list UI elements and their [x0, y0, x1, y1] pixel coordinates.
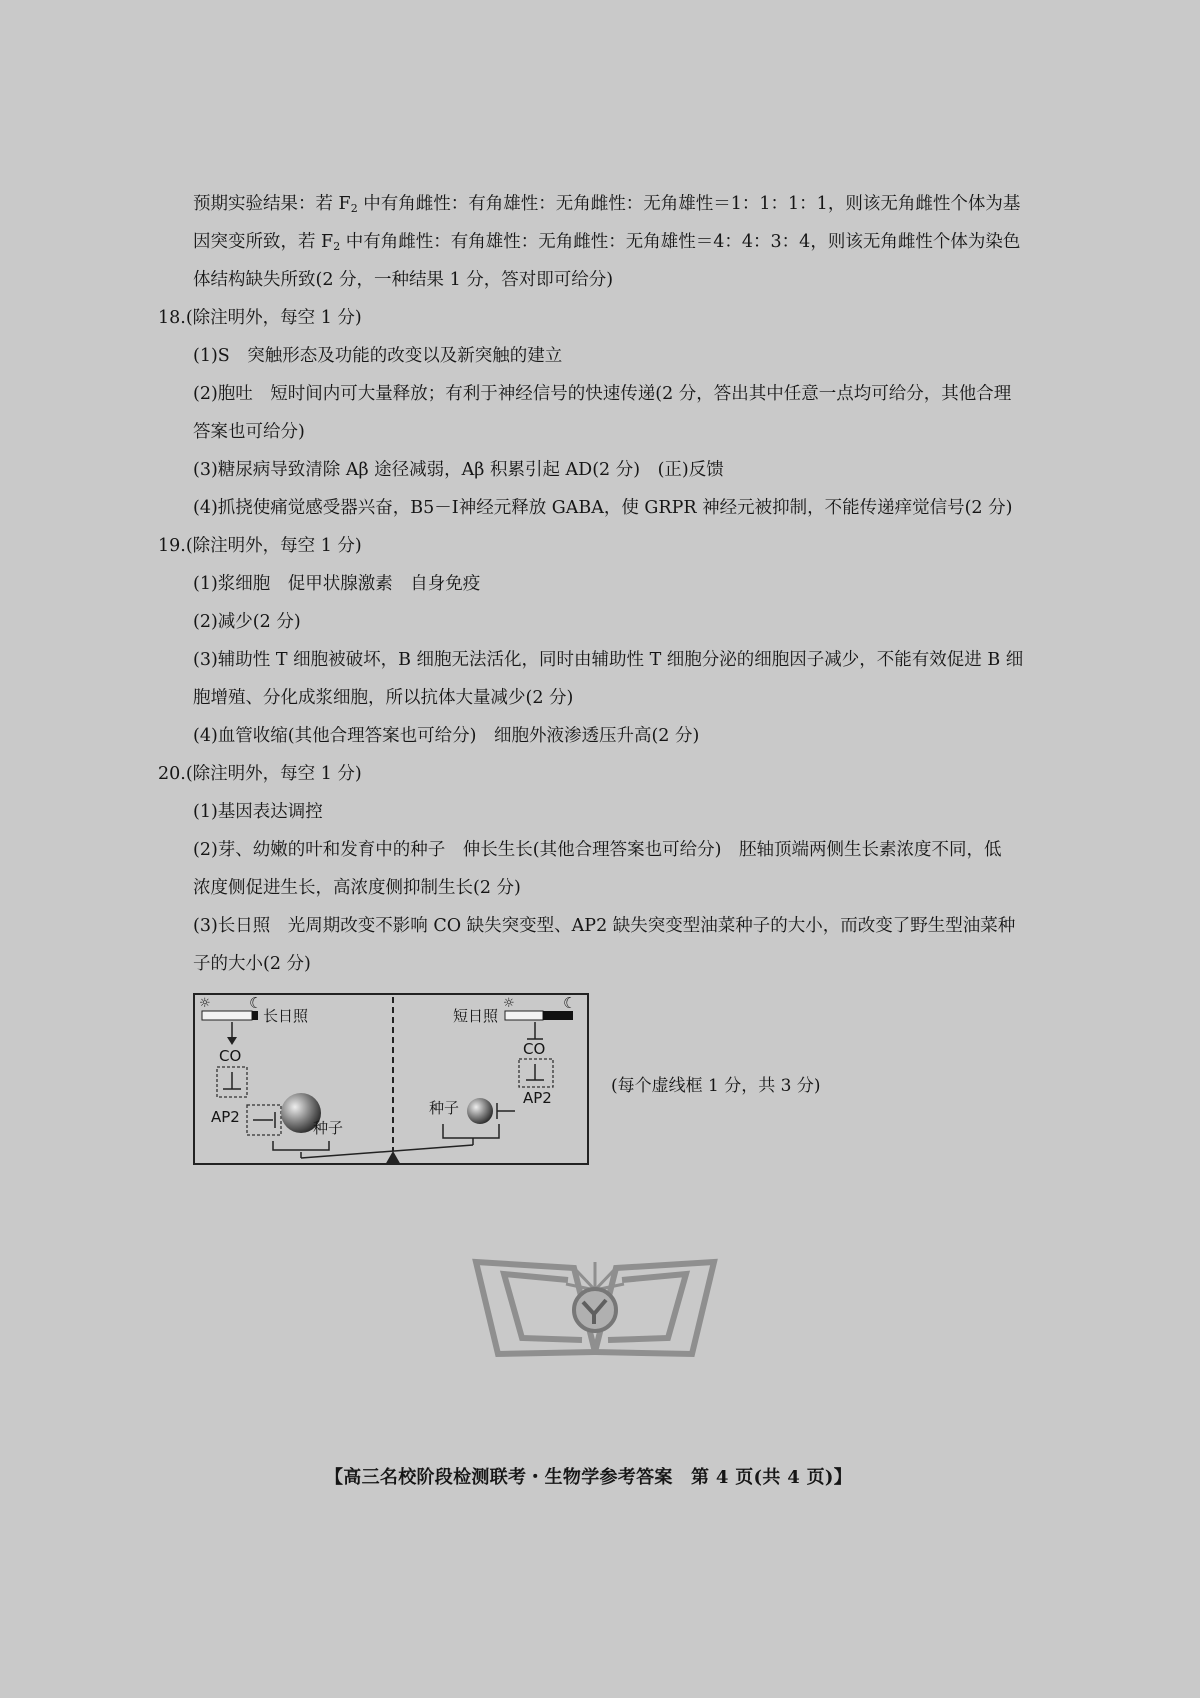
left-dark-bar [252, 1011, 258, 1020]
left-seed-label: 种子 [313, 1119, 344, 1137]
book-logo-watermark [470, 1232, 720, 1382]
question-18-heading: 18.(除注明外，每空 1 分) [158, 308, 362, 328]
continuation-line-2: 因突变所致，若 $F_2$ 中有角雌性：有角雄性：无角雌性：无角雄性＝4：4：3：4，则该无角雌性个体为染色 [193, 232, 1021, 253]
left-ap2-label: AP2 [211, 1108, 240, 1126]
balance-fulcrum [385, 1151, 401, 1165]
right-co-inhibit-box [519, 1059, 553, 1087]
left-photoperiod-label: 长日照 [263, 1007, 309, 1025]
q19-answer-1: (1)浆细胞 促甲状腺激素 自身免疫 [193, 574, 481, 594]
right-seed-label: 种子 [429, 1099, 460, 1117]
balance-beam [301, 1145, 473, 1158]
q18-answer-2-line-1: (2)胞吐 短时间内可大量释放；有利于神经信号的快速传递(2 分，答出其中任意一点均可给分，其他合理 [193, 384, 1012, 404]
q18-answer-1: (1)S 突触形态及功能的改变以及新突触的建立 [193, 346, 563, 366]
q19-answer-2: (2)减少(2 分) [193, 612, 301, 632]
q19-answer-3-line-1: (3)辅助性 T 细胞被破坏，B 细胞无法活化，同时由辅助性 T 细胞分泌的细胞因子减少，不能有效促进 B 细 [193, 650, 1024, 670]
diagram-graphics [195, 995, 591, 1167]
q19-answer-4: (4)血管收缩(其他合理答案也可给分) 细胞外液渗透压升高(2 分) [193, 726, 700, 746]
q20-answer-2-line-1: (2)芽、幼嫩的叶和发育中的种子 伸长生长(其他合理答案也可给分) 胚轴顶端两侧生长素浓度不同，低 [193, 840, 1002, 860]
question-20-heading: 20.(除注明外，每空 1 分) [158, 764, 362, 784]
small-seed-icon [467, 1098, 493, 1124]
right-ap2-label: AP2 [523, 1089, 552, 1107]
q18-answer-4: (4)抓挠使痛觉感受器兴奋，B5－Ⅰ神经元释放 GABA，使 GRPR 神经元被抑制，不能传递痒觉信号(2 分) [193, 498, 1013, 518]
q18-answer-2-line-2: 答案也可给分) [193, 422, 305, 442]
page-footer: 【高三名校阶段检测联考・生物学参考答案 第 4 页(共 4 页)】 [325, 1467, 853, 1488]
q20-answer-2-line-2: 浓度侧促进生长，高浓度侧抑制生长(2 分) [193, 878, 521, 898]
continuation-line-1: 预期实验结果：若 $F_2$ 中有角雌性：有角雄性：无角雌性：无角雄性＝1：1：1：1，则该无角雌性个体为基 [193, 194, 1021, 215]
score-note: (每个虚线框 1 分，共 3 分) [611, 1076, 821, 1096]
q20-answer-3-line-1: (3)长日照 光周期改变不影响 CO 缺失突变型、AP2 缺失突变型油菜种子的大小，而改变了野生型油菜种 [193, 916, 1016, 936]
left-moon-icon: ☾ [249, 994, 263, 1012]
q20-answer-1: (1)基因表达调控 [193, 802, 323, 822]
photoperiod-diagram [193, 993, 589, 1165]
q19-answer-3-line-2: 胞增殖、分化成浆细胞，所以抗体大量减少(2 分) [193, 688, 574, 708]
left-sun-icon: ☼ [199, 996, 211, 1011]
continuation-line-3: 体结构缺失所致(2 分，一种结果 1 分，答对即可给分) [193, 270, 614, 290]
q18-answer-3: (3)糖尿病导致清除 Aβ 途径减弱，Aβ 积累引起 AD(2 分) (正)反馈 [193, 460, 724, 480]
question-19-heading: 19.(除注明外，每空 1 分) [158, 536, 362, 556]
q20-answer-3-line-2: 子的大小(2 分) [193, 954, 311, 974]
right-co-label: CO [523, 1040, 546, 1058]
right-dark-bar [543, 1011, 573, 1020]
left-co-label: CO [219, 1047, 242, 1065]
right-sun-icon: ☼ [503, 996, 515, 1011]
right-photoperiod-label: 短日照 [453, 1007, 499, 1025]
right-moon-icon: ☾ [563, 994, 577, 1012]
